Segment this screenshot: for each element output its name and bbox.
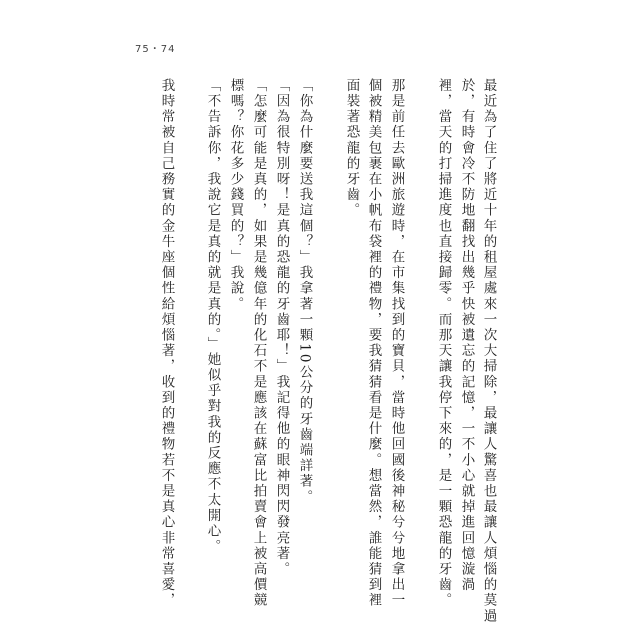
dialogue-line: 「你為什麼要送我這個？」我拿著一顆10公分的牙齒端詳著。 [296,78,313,505]
text-column: 於，有時會冷不防地翻找出幾乎快被遺忘的記憶，一不小心就掉進回憶漩渦 [458,78,475,593]
page-number: 75・74 [135,44,176,55]
text-column: 裡，當天的打掃進度也直接歸零。而那天讓我停下來的，是一顆恐龍的牙齒。 [435,78,452,609]
dialogue-line: 「因為很特別呀！是真的恐龍的牙齒耶！」我記得他的眼神閃閃發亮著。 [273,78,290,578]
text-column: 我時常被自己務實的金牛座個性給煩惱著，收到的禮物若不是真心非常喜愛， [158,78,175,609]
dialogue-line: 標嗎？你花多少錢買的？」我說。 [227,78,244,312]
text-column: 面裝著恐龍的牙齒。 [343,78,360,219]
dialogue-line: 「不告訴你，我說它是真的就是真的。」她似乎對我的反應不太開心。 [204,78,221,555]
text-column: 那是前任去歐洲旅遊時，在市集找到的寶貝，當時他回國後神秘兮兮地拿出一 [388,78,405,609]
text-column: 最近為了住了將近十年的租屋處來一次大掃除，最讓人驚喜也最讓人煩惱的莫過 [480,78,497,624]
dialogue-line: 「怎麼可能是真的，如果是幾億年的化石不是應該在蘇富比拍賣會上被高價競 [250,78,267,609]
text-column: 個被精美包裹在小帆布袋裡的禮物，要我猜猜看是什麼。想當然，誰能猜到裡 [365,78,382,609]
